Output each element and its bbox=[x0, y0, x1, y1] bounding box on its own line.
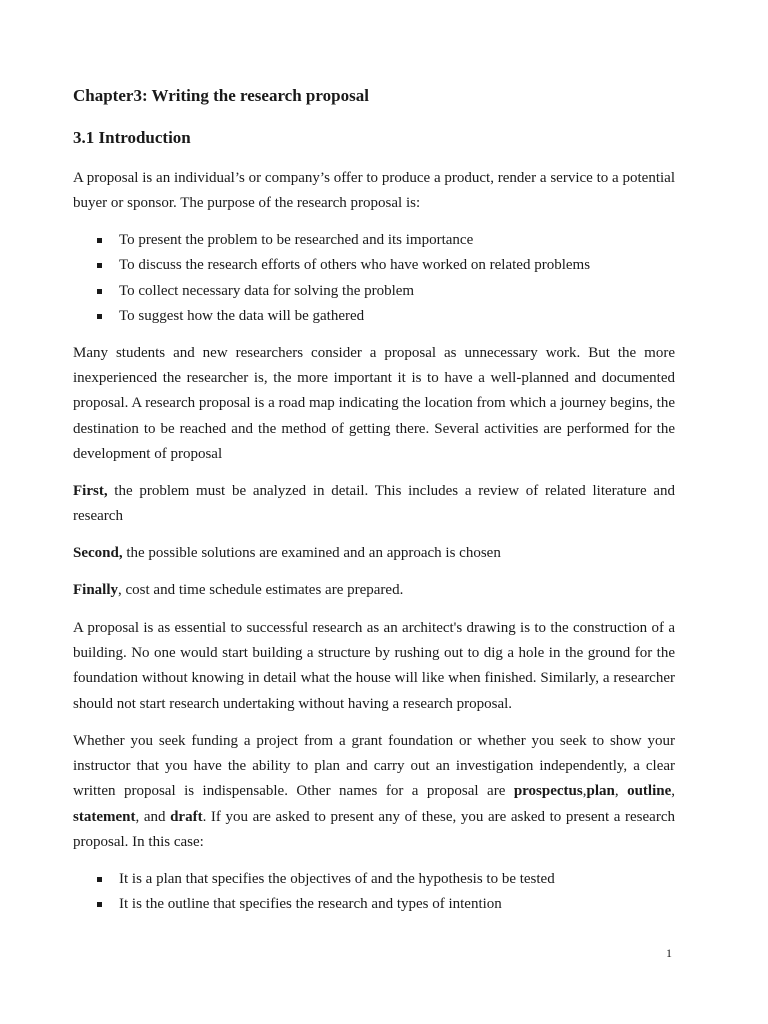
list-item: To collect necessary data for solving the problem bbox=[73, 279, 675, 304]
page-number: 1 bbox=[666, 946, 672, 960]
term-separator: , bbox=[614, 783, 628, 800]
step-finally-label: Finally bbox=[73, 582, 119, 598]
term-prospectus: prospectus bbox=[513, 783, 583, 800]
term-plan: plan bbox=[586, 783, 615, 800]
step-second-text: the possible solutions are examined and an approach is chosen bbox=[122, 545, 501, 561]
term-draft: draft bbox=[170, 808, 203, 825]
step-finally-paragraph bbox=[73, 578, 675, 603]
step-second-paragraph bbox=[73, 541, 675, 566]
term-separator: , and bbox=[135, 808, 171, 825]
list-item: To discuss the research efforts of others who have worked on related problems bbox=[73, 253, 675, 278]
step-first-text: the problem must be analyzed in detail. This includes a review of related literature and research bbox=[73, 483, 675, 525]
other-names-text-1: Whether you seek funding a project from a grant foundation or whether you seek to show your instructor that you have the ability to plan and carry out an investigation independently, a clear written proposal is indispensable. Other names for a proposal are bbox=[73, 733, 675, 800]
term-separator: , bbox=[671, 783, 675, 800]
section-title: 3.1 Introduction bbox=[73, 128, 191, 147]
list-item: To present the problem to be researched and its importance bbox=[73, 228, 675, 253]
step-finally-text: , cost and time schedule estimates are prepared. bbox=[118, 582, 404, 598]
step-first-label: First, bbox=[73, 483, 108, 499]
list-item: It is the outline that specifies the research and types of intention bbox=[73, 892, 675, 917]
list-item: It is a plan that specifies the objectives of and the hypothesis to be tested bbox=[73, 867, 675, 892]
step-second-label: Second, bbox=[73, 545, 123, 561]
paragraph-road-map: Many students and new researchers consider a proposal as unnecessary work. But the more inexperienced the researcher is, the more important it is to have a well-planned and documented proposal. A research proposal is a road map indicating the location from which a journey begins, the destination to be reached and the method of getting there. Several activities are performed for the development of proposal bbox=[73, 345, 675, 462]
step-first-paragraph bbox=[73, 479, 675, 529]
intro-paragraph: A proposal is an individual’s or company’s offer to produce a product, render a service to a potential buyer or sponsor. The purpose of the research proposal is: bbox=[73, 170, 675, 212]
list-item: To suggest how the data will be gathered bbox=[73, 304, 675, 329]
case-list bbox=[73, 867, 675, 918]
term-outline: outline bbox=[627, 783, 672, 800]
chapter-title: Chapter3: Writing the research proposal bbox=[73, 86, 369, 105]
term-statement: statement bbox=[73, 808, 136, 825]
paragraph-architect: A proposal is as essential to successful research as an architect's drawing is to the construction of a building. No one would start building a structure by rushing out to dig a hole in the ground for the foundation without knowing in detail what the house will like when finished. Similarly, a researcher should not start research undertaking without having a research proposal. bbox=[73, 620, 675, 712]
term-separator: , bbox=[582, 783, 587, 800]
purpose-list bbox=[73, 228, 675, 330]
paragraph-other-names bbox=[73, 729, 675, 855]
other-names-text-2: . If you are asked to present any of these, you are asked to present a research proposal. In this case: bbox=[73, 808, 675, 850]
